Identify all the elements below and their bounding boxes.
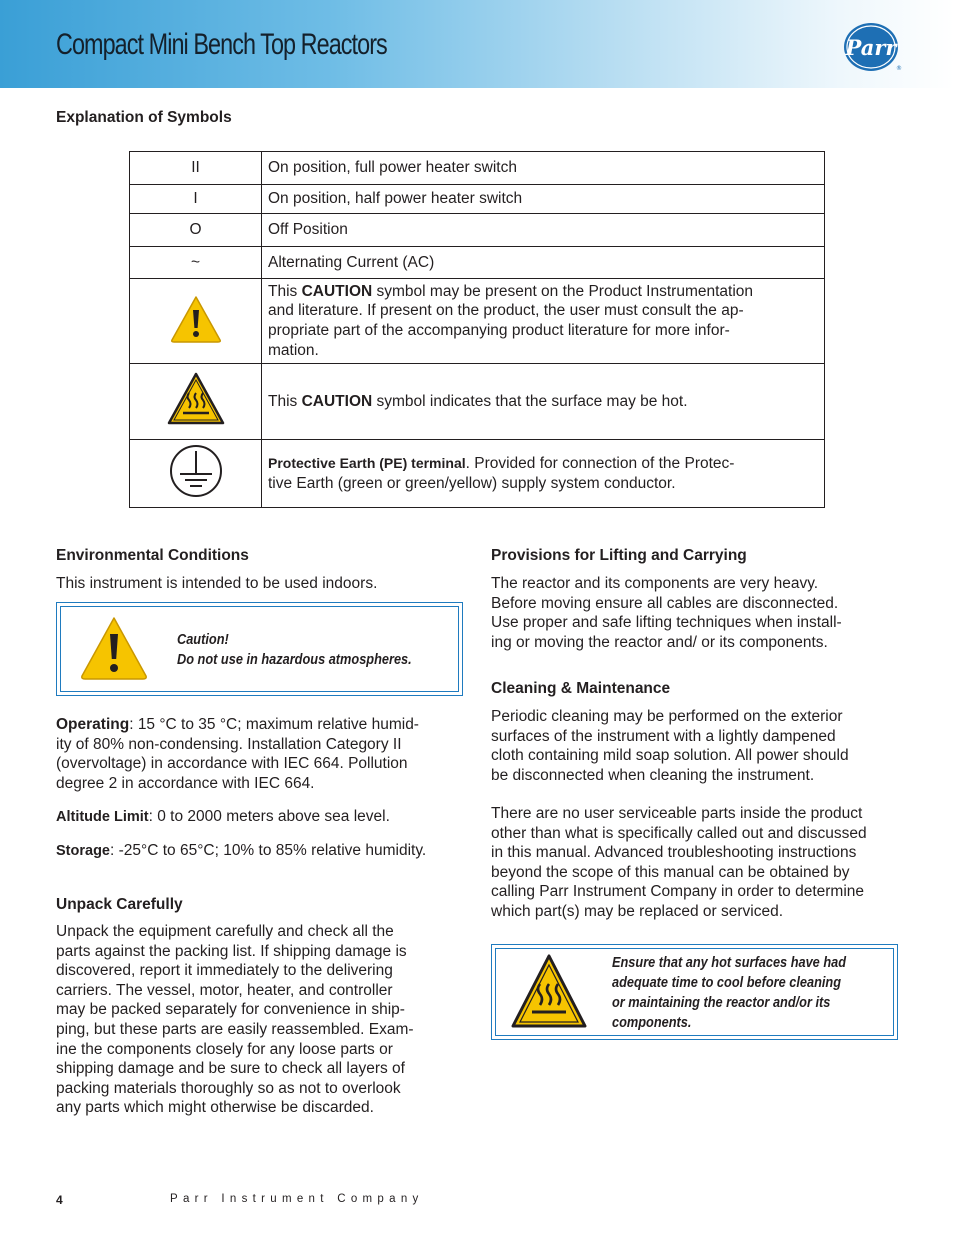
environmental-intro: This instrument is intended to be used indoors.: [56, 575, 378, 592]
description-cell: Protective Earth (PE) terminal. Provided for connection of the Protec- tive Earth (green or green/yellow) supply system conductor.: [262, 440, 825, 508]
table-row: [130, 247, 825, 279]
environmental-heading: Environmental Conditions: [56, 547, 249, 564]
table-row: [130, 214, 825, 247]
caution-callout: [56, 602, 463, 696]
footer-company: Parr Instrument Company: [170, 1193, 424, 1205]
storage-text: Storage: -25°C to 65°C; 10% to 85% relative humidity.: [56, 842, 427, 859]
symbols-table: [129, 151, 825, 508]
cleaning-paragraph-1: Periodic cleaning may be performed on the exterior surfaces of the instrument with a lightly dampened cloth containing mild soap solution. All power should be disconnected when cleaning the instrument.: [491, 708, 849, 784]
description-cell: On position, full power heater switch: [262, 152, 825, 185]
table-row-caution: [130, 279, 825, 364]
table-row: [130, 152, 825, 185]
table-row: [130, 185, 825, 214]
symbol-cell: [130, 279, 262, 364]
unpack-paragraph: Unpack the equipment carefully and check all the parts against the packing list. If shipping damage is discovered, report it immediately to the delivering carriers. The vessel, motor, heater, and controller may be packed separately for convenience in ship- ping, but these parts are easily reassembled. Exam- ine the components closely for any loose parts or shipping damage and be sure to check all layers of packing materials thoroughly so as not to overlook any parts which might otherwise be discarded.: [56, 923, 414, 1117]
protective-earth-icon: [168, 443, 224, 499]
callout-text: Ensure that any hot surfaces have had adequate time to cool before cleaning or maintaining the reactor and/or its components.: [612, 955, 847, 1031]
cleaning-paragraph-2: There are no user serviceable parts inside the product other than what is specifically called out and discussed in this manual. Advanced troubleshooting instructions beyond the scope of this manual can be obtained by calling Parr Instrument Company in order to determine which part(s) may be replaced or serviced.: [491, 805, 867, 920]
page-number: 4: [56, 1193, 63, 1207]
lifting-heading: Provisions for Lifting and Carrying: [491, 547, 747, 564]
page-title: Compact Mini Bench Top Reactors: [56, 28, 387, 61]
symbols-heading: Explanation of Symbols: [56, 109, 232, 126]
hot-surface-icon: [510, 953, 588, 1031]
symbol-cell: ~: [130, 247, 262, 279]
cleaning-heading: Cleaning & Maintenance: [491, 680, 671, 697]
description-cell: This CAUTION symbol indicates that the surface may be hot.: [262, 364, 825, 440]
hot-surface-icon: [166, 371, 226, 427]
callout-text: Caution! Do not use in hazardous atmospheres.: [177, 632, 412, 668]
hot-surface-callout: [491, 944, 898, 1040]
symbol-cell: I: [130, 185, 262, 214]
caution-exclamation-icon: [78, 614, 150, 682]
description-cell: Alternating Current (AC): [262, 247, 825, 279]
description-cell: Off Position: [262, 214, 825, 247]
table-row-hot-surface: [130, 364, 825, 440]
table-row-earth: [130, 440, 825, 508]
altitude-text: Altitude Limit: 0 to 2000 meters above sea level.: [56, 808, 390, 825]
description-cell: This CAUTION symbol may be present on the Product Instrumentation and literature. If present on the product, the user must consult the ap- propriate part of the accompanying product literature for more infor- mation.: [262, 279, 825, 364]
logo-registered-mark: ®: [896, 65, 902, 72]
caution-exclamation-icon: [168, 293, 224, 345]
lifting-paragraph: The reactor and its components are very heavy. Before moving ensure all cables are disconnected. Use proper and safe lifting techniques when install- ing or moving the reactor and/ or its components.: [491, 575, 842, 651]
symbol-cell: [130, 440, 262, 508]
parr-logo-icon: [843, 22, 902, 72]
logo-text: Parr: [845, 35, 897, 60]
description-cell: On position, half power heater switch: [262, 185, 825, 214]
symbol-cell: II: [130, 152, 262, 185]
operating-text: Operating: 15 °C to 35 °C; maximum relative humid- ity of 80% non-condensing. Installation Category II (overvoltage) in accordance with IEC 664. Pollution degree 2 in accordance with IEC 664.: [56, 716, 419, 792]
symbol-cell: O: [130, 214, 262, 247]
unpack-heading: Unpack Carefully: [56, 896, 183, 913]
symbol-cell: [130, 364, 262, 440]
